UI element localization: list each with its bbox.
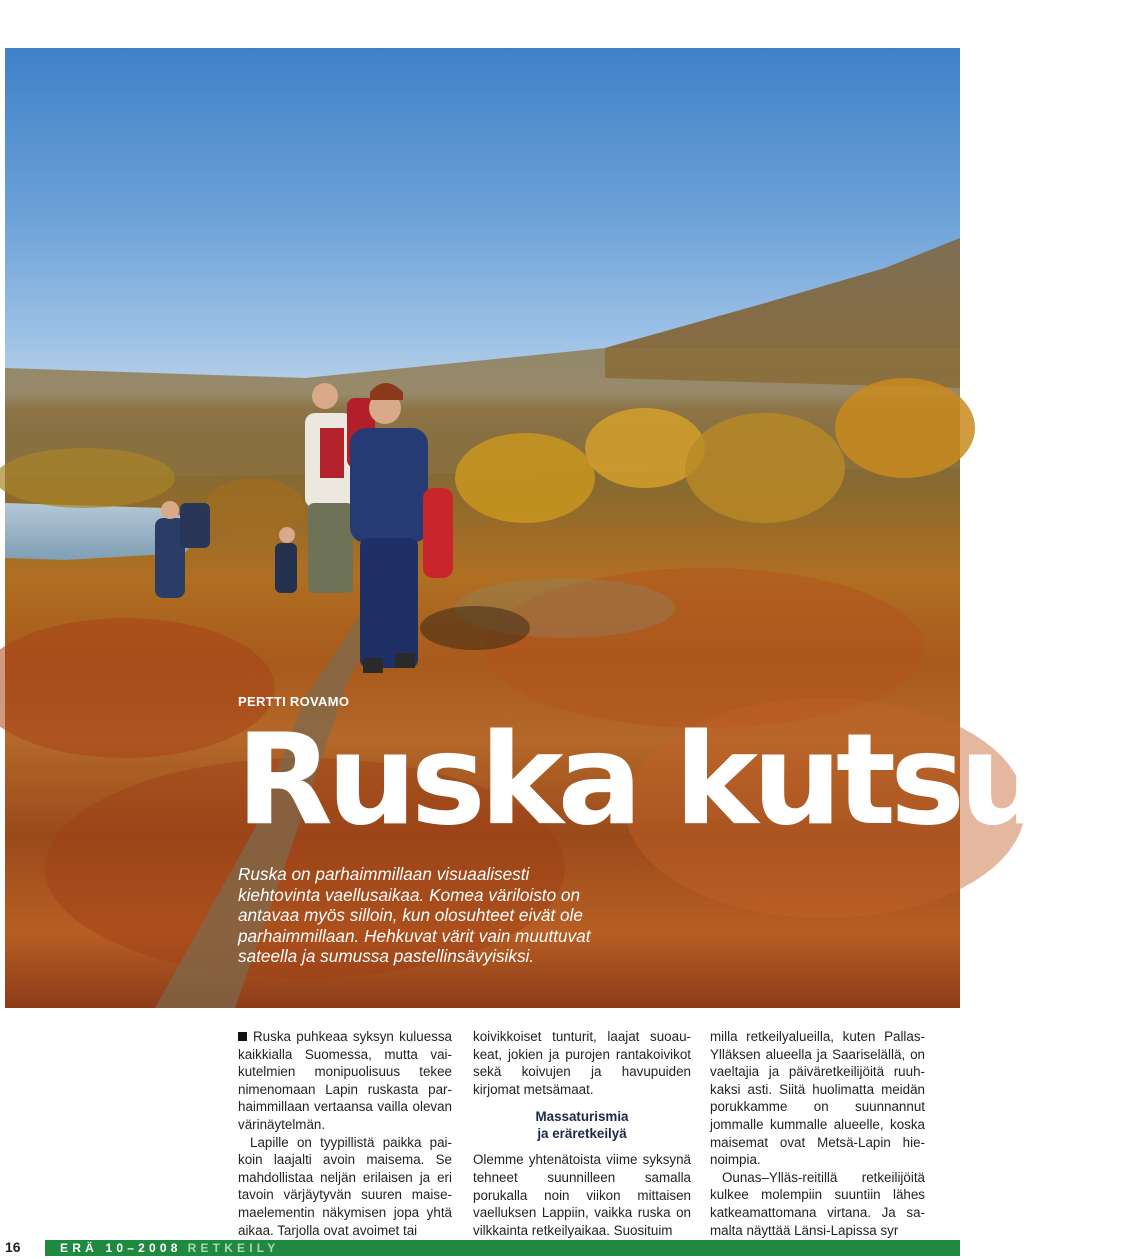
bullet-square-icon [238,1032,247,1041]
lead-line: Ruska on parhaimmillaan visuaalisesti [238,864,530,884]
body-paragraph: Lapille on tyypillistä paikka paikoin laajalti avoin maisema. Se mahdollistaa neljän erilaisen ja eri tavoin värjäytyvän suuren maisemaelementin näkymisen jopa yhtä aikaa. Tarjolla ovat avoimet tai [238,1134,452,1238]
body-column-2 [473,1028,691,1239]
subheading-line: ja eräretkeilyä [537,1126,627,1142]
footer-running-title [60,1241,279,1255]
lead-line: parhaimmillaan. Hehkuvat värit vain muuttuvat [238,925,591,946]
lead-line: sateella ja sumussa pastellinsävyisiksi. [238,946,535,967]
section-name: RETKEILY [187,1241,280,1255]
magazine-issue: ERÄ 10–2008 [60,1241,182,1255]
body-paragraph: milla retkeilyalueilla, kuten Pallas-Ylläksen alueella ja Saariselällä, on vaeltajia ja päiväretkeilijöitä ruuhkaksi asti. Siitä huolimatta meidän porukkamme on suunnannut jommalle kummalle alueelle, koska maisemat ovat Metsä-Lapin hienoimpia. [710,1029,925,1168]
page-number: 16 [5,1239,21,1255]
article-lead [238,864,708,967]
author-byline: PERTTI ROVAMO [238,694,350,709]
lead-line: kiehtovinta vaellusaikaa. Komea väriloisto on [238,884,581,905]
paragraph-text: Ruska puhkeaa syksyn kuluessa kaikkialla Suomessa, mutta vaikutelmien monipuolisuus tekee nimenomaan Lapin ruskasta parhaimmillaan vertaansa vailla olevan värinäytelmän. [238,1029,452,1132]
body-paragraph: Ounas–Ylläs-reitillä retkeilijöitä kulkee molempiin suuntiin lähes katkeamattomana virtana. Ja samalta näyttää Länsi-Lapissa syr [710,1169,925,1238]
body-paragraph [238,1028,452,1134]
body-paragraph: koivikkoiset tunturit, laajat suoaukeat, jokien ja purojen rantakoivikot sekä koivujen ja havupuiden kirjomat metsämaat. [473,1029,691,1097]
body-column-1 [238,1028,452,1239]
body-column-3 [710,1028,925,1239]
lead-line: antavaa myös silloin, kun olosuhteet eivät ole [238,905,583,926]
subheading-line: Massaturismia [535,1109,629,1125]
article-headline: Ruska kutsuu [236,706,1127,853]
body-paragraph: Olemme yhtenätoista viime syksynä tehneet suunnilleen samalla porukalla noin viikon mittaisen vaelluksen Lappiin, vaikka ruska on vilkkainta retkeilyaikaa. Suosituim [473,1152,691,1238]
section-subheading [473,1108,691,1142]
